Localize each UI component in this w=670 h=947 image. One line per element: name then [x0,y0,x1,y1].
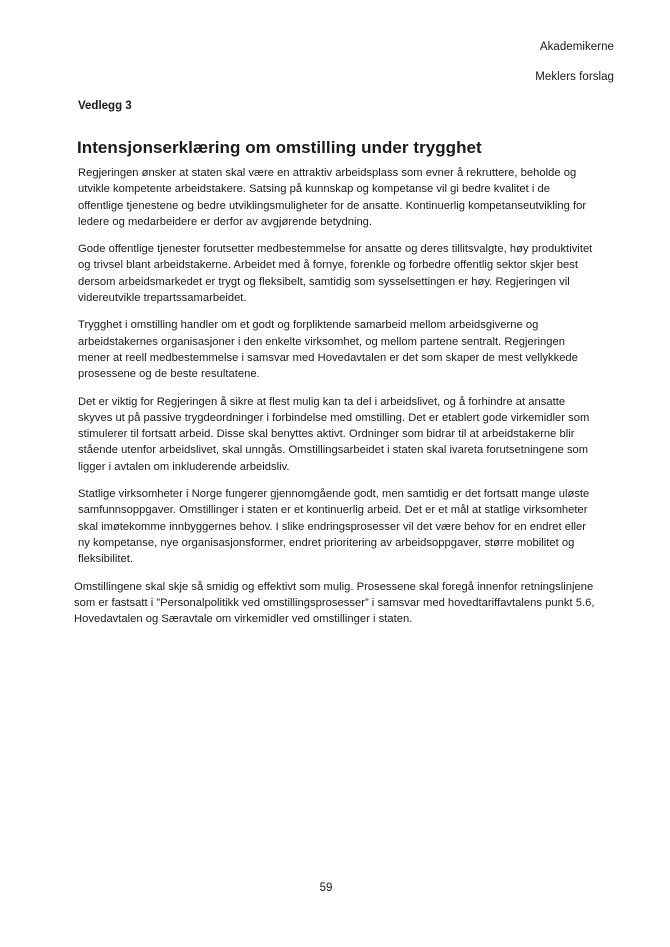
page-number: 59 [319,882,333,894]
paragraph-4: Det er viktig for Regjeringen å sikre at flest mulig kan ta del i arbeidslivet, og å forhindre at ansatte skyves ut på passive trygdeordninger i forbindelse med omstilling. Det er etablert gode virkemidler som stimulerer til fortsatt arbeid. Disse skal benyttes aktivt. Ordninger som bidrar til at arbeidstakerne blir stående utenfor arbeidslivet, skal unngås. Omstillingsarbeidet i staten skal ivareta forutsetningene som ligger i avtalen om inkluderende arbeidsliv. [78,395,590,473]
paragraph-6: Omstillingene skal skje så smidig og effektivt som mulig. Prosessene skal foregå innenfor retningslinjene som er fastsatt i ”Personalpolitikk ved omstillingsprosesser” i samsvar med hovedtariffavtalens punkt 5.6, Hovedavtalen og Særavtale om virkemidler ved omstillinger i staten. [74,580,595,626]
organization-name: Akademikerne [539,41,614,53]
paragraph-1: Regjeringen ønsker at staten skal være en attraktiv arbeidsplass som evner å rekruttere, beholde og utvikle kompetente arbeidstakere. Satsing på kunnskap og kompetanse vil gi bedre kvalitet i de offentlige tjenestene og bedre utviklingsmuligheter for de ansatte. Kontinuerlig kompetanseutvikling for ledere og medarbeidere er derfor av avgjørende betydning. [78,167,587,228]
document-body [74,165,598,638]
paragraph-5: Statlige virksomheter i Norge fungerer gjennomgående godt, men samtidig er det fortsatt mange uløste samfunnsoppgaver. Omstillinger i staten er et kontinuerlig arbeid. Det er et mål at statlige virksomheter skal imøtekomme innbyggernes behov. I slike endringsprosesser vil det være behov for en endret eller ny kompetanse, nye organisasjonsformer, endret prioritering av arbeidsoppgaver, større mobilitet og fleksibilitet. [78,488,590,566]
paragraph-2: Gode offentlige tjenester forutsetter medbestemmelse for ansatte og deres tillitsvalgte, høy produktivitet og trivsel blant arbeidstakerne. Arbeidet med å fornye, forenkle og forbedre offentlig sektor skjer best dersom arbeidsmarkedet er trygt og fleksibelt, samtidig som sysselsettingen er høy. Regjeringen vil videreutvikle trepartssamarbeidet. [78,243,593,305]
document-title: Intensjonserklæring om omstilling under trygghet [77,138,482,157]
document-label: Meklers forslag [535,71,614,83]
paragraph-3: Trygghet i omstilling handler om et godt og forpliktende samarbeid mellom arbeidsgiverne og arbeidstakernes organisasjoner i den enkelte virksomhet, og mellom partene sentralt. Regjeringen mener at reell medbestemmelse i samsvar med Hovedavtalen er det som skaper de mest vellykkede prosessene og de beste resultatene. [78,319,578,381]
appendix-label: Vedlegg 3 [78,100,132,112]
